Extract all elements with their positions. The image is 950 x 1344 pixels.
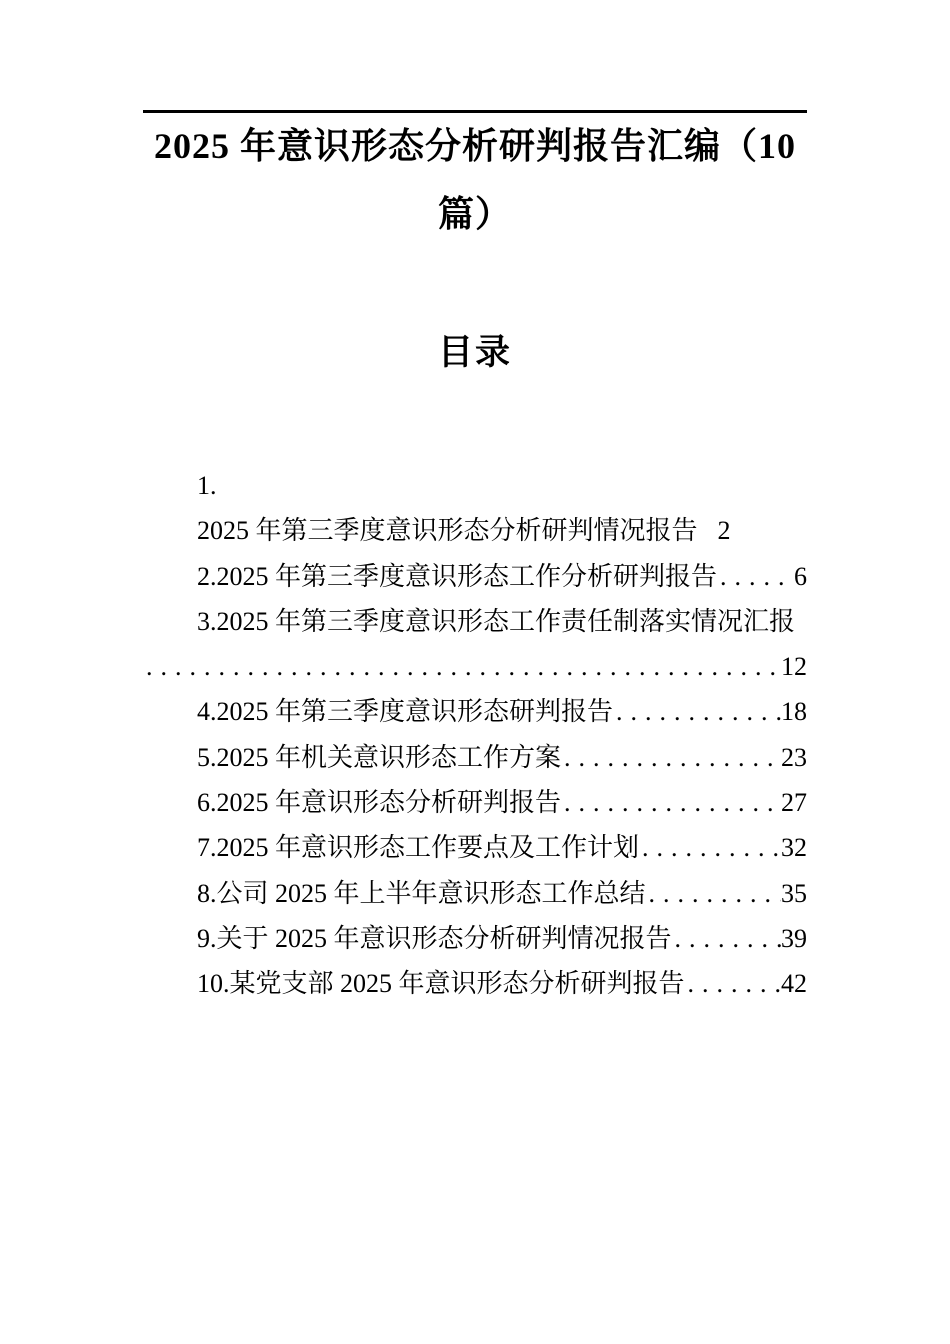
toc-entry-title: 2025 年第三季度意识形态分析研判情况报告 — [197, 516, 698, 546]
toc-entry-title: 10.某党支部 2025 年意识形态分析研判报告 — [197, 969, 685, 999]
toc-entry-2[interactable] — [143, 554, 807, 599]
toc-entry-title: 3.2025 年第三季度意识形态工作责任制落实情况汇报 — [197, 606, 796, 636]
toc-entry-3-continuation[interactable] — [143, 644, 807, 689]
dot-leader — [639, 825, 781, 870]
document-title-line1: 2025 年意识形态分析研判报告汇编（10 — [153, 126, 796, 166]
toc-page-number: 2 — [717, 516, 731, 546]
dot-leader — [561, 780, 781, 825]
toc-page-number: 39 — [781, 923, 807, 953]
toc-entry-3-title-line[interactable] — [143, 599, 807, 644]
toc-entry-5[interactable] — [143, 735, 807, 780]
document-title-line2: 篇） — [437, 194, 512, 234]
toc-page-number: 6 — [794, 561, 807, 591]
toc-page-number: 27 — [781, 788, 807, 818]
toc-page-number: 18 — [781, 697, 807, 727]
toc-entry-9[interactable] — [143, 916, 807, 961]
dot-leader — [613, 689, 781, 734]
toc-entry-title: 8.公司 2025 年上半年意识形态工作总结 — [197, 878, 646, 908]
toc-page-number: 23 — [781, 742, 807, 772]
toc-page-number: 35 — [781, 878, 807, 908]
dot-leader — [672, 916, 781, 961]
toc-entry-6[interactable] — [143, 780, 807, 825]
toc-entry-4[interactable] — [143, 689, 807, 734]
toc-entry-title: 6.2025 年意识形态分析研判报告 — [197, 788, 562, 818]
dot-leader — [685, 961, 781, 1006]
toc-entry-number: 1. — [197, 471, 217, 500]
toc-entry-title: 9.关于 2025 年意识形态分析研判情况报告 — [197, 923, 672, 953]
dot-leader — [646, 871, 781, 916]
toc-entry-title: 2.2025 年第三季度意识形态工作分析研判报告 — [197, 561, 718, 591]
toc-entry-title: 5.2025 年机关意识形态工作方案 — [197, 742, 562, 772]
toc-entry-title: 7.2025 年意识形态工作要点及工作计划 — [197, 833, 640, 863]
dot-leader — [717, 554, 794, 599]
toc-heading: 目录 — [437, 333, 512, 372]
toc-entry-8[interactable] — [143, 871, 807, 916]
toc-page-number: 32 — [781, 833, 807, 863]
toc-entry-7[interactable] — [143, 825, 807, 870]
table-of-contents — [143, 463, 807, 1007]
toc-entry-1-title-line[interactable] — [143, 508, 807, 553]
dot-leader — [561, 735, 781, 780]
document-title — [60, 112, 890, 248]
toc-entry-1-number-line[interactable] — [143, 463, 807, 508]
toc-entry-title: 4.2025 年第三季度意识形态研判报告 — [197, 697, 614, 727]
toc-page-number: 42 — [781, 969, 807, 999]
toc-entry-10[interactable] — [143, 961, 807, 1006]
dot-leader — [143, 644, 781, 689]
toc-page-number: 12 — [781, 652, 807, 682]
